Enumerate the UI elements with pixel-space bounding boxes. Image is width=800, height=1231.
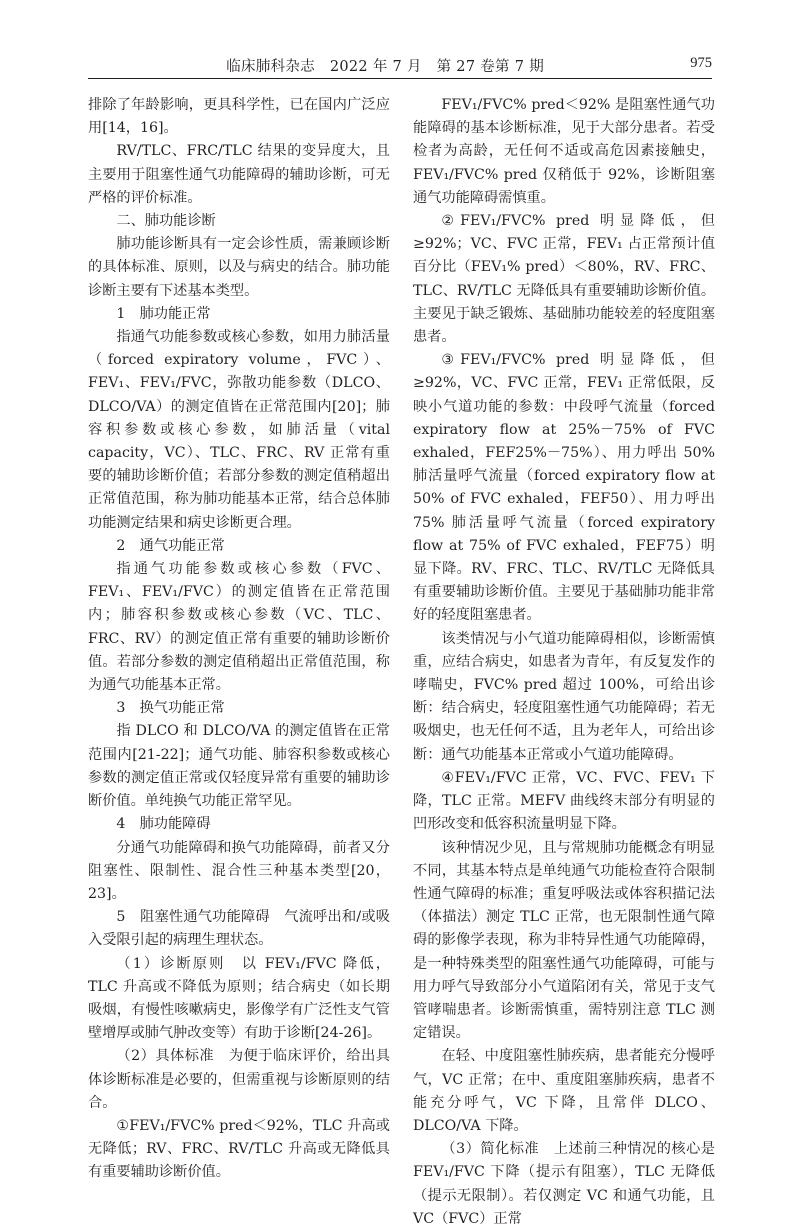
- paragraph: 5 阻塞性通气功能障碍 气流呼出和/或吸入受限引起的病理生理状态。: [88, 909, 390, 949]
- paragraph: 肺功能诊断具有一定会诊性质，需兼顾诊断的具体标准、原则，以及与病史的结合。肺功能诊断主要有下述基本类型。: [88, 236, 390, 299]
- paragraph: RV/TLC、FRC/TLC 结果的变异度大，且主要用于阻塞性通气功能障碍的辅助诊断，可无严格的评价标准。: [88, 143, 390, 206]
- paragraph: （2）具体标准 为便于临床评价，给出具体诊断标准是必要的，但需重视与诊断原则的结合。: [88, 1048, 390, 1111]
- left-column: [88, 94, 390, 1185]
- paragraph: 在轻、中度阻塞性肺疾病，患者能充分慢呼气，VC 正常；在中、重度阻塞肺疾病，患者不能充分呼气，VC 下降，且常伴 DLCO、DLCO/VA 下降。: [413, 1048, 715, 1134]
- paragraph: 该种情况少见，且与常规肺功能概念有明显不同，其基本特点是单纯通气功能检查符合限制性通气障碍的标准；重复呼吸法或体容积描记法（体描法）测定 TLC 正常，也无限制性通气障碍的影像学表现，称为非特异性通气功能障碍，是一种特殊类型的阻塞性通气功能障碍，可能与用力呼气导致部分小气道陷闭有关，常见于支气管哮喘患者。诊断需慎重，需特别注意 TLC 测定错误。: [413, 839, 715, 1042]
- paragraph: ①FEV₁/FVC% pred＜92%，TLC 升高或无降低；RV、FRC、RV/TLC 升高或无降低具有重要辅助诊断价值。: [88, 1117, 390, 1181]
- running-header: [88, 52, 712, 79]
- paragraph: FEV₁/FVC% pred＜92% 是阻塞性通气功能障碍的基本诊断标准，见于大部分患者。若受检者为高龄，无任何不适或高危因素接触史，FEV₁/FVC% pred 仅稍低于 92%，诊断阻塞通气功能障碍需慎重。: [413, 97, 715, 206]
- subsection-heading: 2 通气功能正常: [116, 537, 225, 554]
- paragraph: ④FEV₁/FVC 正常，VC、FVC、FEV₁ 下降，TLC 正常。MEFV 曲线终末部分有明显的凹形改变和低容积流量明显下降。: [413, 769, 715, 833]
- paragraph: 指通气功能参数或核心参数（FVC、FEV₁、FEV₁/FVC）的测定值皆在正常范围内；肺容积参数或核心参数（VC、TLC、FRC、RV）的测定值正常有重要的辅助诊断价值。若部分参数的测定值稍超出正常值范围，称为通气功能基本正常。: [88, 561, 390, 694]
- paragraph: ③FEV₁/FVC% pred 明显降低，但≥92%，VC、FVC 正常，FEV₁ 正常低限，反映小气道功能的参数：中段呼气流量（forced expiratory flow at 25%－75% of FVC exhaled，FEF25%－75%）、用力呼出 50% 肺活量呼气流量（forced expiratory flow at 50% of FVC exhaled，FEF50）、用力呼出 75% 肺活量呼气流量（forced expiratory flow at 75% of FVC exhaled，FEF75）明显下降。RV、FRC、TLC、RV/TLC 无降低具有重要辅助诊断价值。主要见于基础肺功能非常好的轻度阻塞患者。: [413, 352, 715, 624]
- paragraph: （3）简化标准 上述前三种情况的核心是 FEV₁/FVC 下降（提示有阻塞），TLC 无降低（提示无限制）。若仅测定 VC 和通气功能，且 VC（FVC）正常: [413, 1141, 715, 1227]
- paragraph: （1）诊断原则 以 FEV₁/FVC 降低，TLC 升高或不降低为原则；结合病史（如长期吸烟，有慢性咳嗽病史，影像学有广泛性支气管壁增厚或肺气肿改变等）有助于诊断[24-26]。: [88, 955, 390, 1042]
- right-column: [413, 94, 715, 1231]
- journal-info: 临床肺科杂志 2022 年 7 月 第 27 卷第 7 期: [226, 59, 544, 75]
- paragraph: 排除了年龄影响，更具科学性，已在国内广泛应用[14，16]。: [88, 97, 390, 137]
- page-number: 975: [690, 55, 712, 71]
- paragraph: ②FEV₁/FVC% pred 明显降低，但≥92%；VC、FVC 正常，FEV₁ 占正常预计值百分比（FEV₁% pred）＜80%，RV、FRC、TLC、RV/TLC 无降低具有重要辅助诊断价值。主要见于缺乏锻炼、基础肺功能较差的轻度阻塞患者。: [413, 213, 716, 346]
- subsection-heading: 1 肺功能正常: [116, 305, 211, 322]
- subsection-heading: 3 换气功能正常: [116, 700, 225, 717]
- paragraph: 该类情况与小气道功能障碍相似，诊断需慎重，应结合病史，如患者为青年，有反复发作的哮喘史，FVC% pred 超过 100%，可给出诊断：结合病史，轻度阻塞性通气功能障碍；若无吸烟史，也无任何不适，且为老年人，可给出诊断：通气功能基本正常或小气道功能障碍。: [413, 630, 715, 763]
- section-heading: 二、肺功能诊断: [116, 213, 216, 230]
- paragraph: 指 DLCO 和 DLCO/VA 的测定值皆在正常范围内[21-22]；通气功能、肺容积参数或核心参数的测定值正常或仅轻度异常有重要的辅助诊断价值。单纯换气功能正常罕见。: [88, 723, 390, 810]
- paragraph: 指通气功能参数或核心参数，如用力肺活量（forced expiratory volume，FVC）、FEV₁、FEV₁/FVC，弥散功能参数（DLCO、DLCO/VA）的测定值皆在正常范围内[20]；肺容积参数或核心参数，如肺活量（vital capacity，VC）、TLC、FRC、RV 正常有重要的辅助诊断价值；若部分参数的测定值稍超出正常值范围，称为肺功能基本正常，结合总体肺功能测定结果和病史诊断更合理。: [88, 329, 390, 531]
- subsection-heading: 4 肺功能障碍: [116, 816, 211, 833]
- paragraph: 分通气功能障碍和换气功能障碍，前者又分阻塞性、限制性、混合性三种基本类型[20，23]。: [88, 839, 390, 902]
